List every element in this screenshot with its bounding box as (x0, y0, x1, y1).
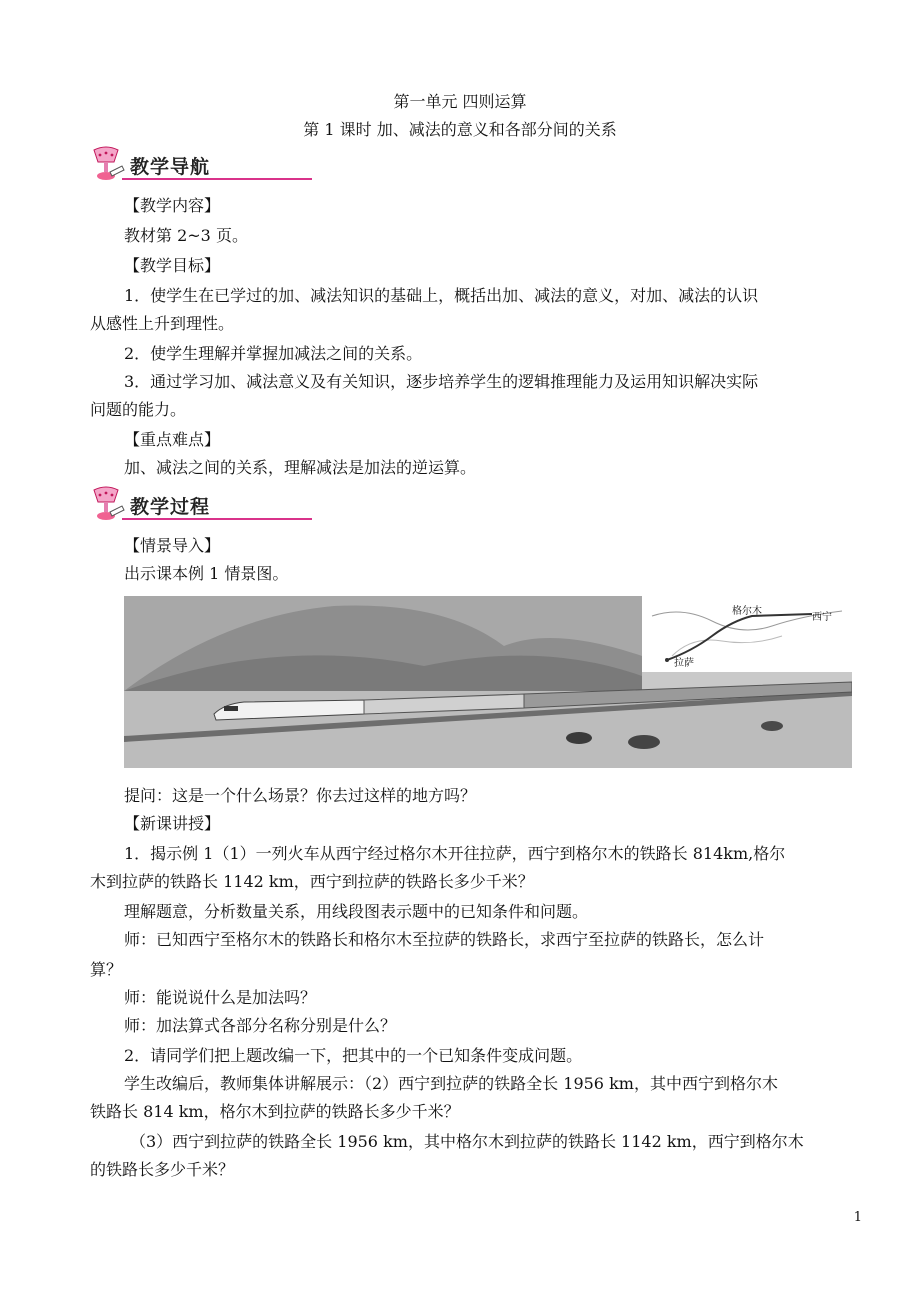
book-icon (110, 506, 124, 516)
key-text: 加、减法之间的关系，理解减法是加法的逆运算。 (124, 458, 477, 477)
banner-nav-label: 教学导航 (130, 156, 211, 178)
key-heading: 【重点难点】 (124, 430, 221, 449)
page-number: 1 (853, 1210, 862, 1225)
banner-process-label: 教学过程 (130, 496, 211, 518)
lesson-title: 第 1 课时 加、减法的意义和各部分间的关系 (303, 120, 617, 139)
goal-1-line-1: 1．使学生在已学过的加、减法知识的基础上，概括出加、减法的意义，对加、减法的认识 (124, 286, 759, 305)
teacher-1-line-2: 算？ (90, 960, 123, 979)
route-map (642, 596, 852, 672)
lamp-icon (86, 486, 126, 526)
teacher-1-line-1: 师：已知西宁至格尔木的铁路长和格尔木至拉萨的铁路长，求西宁至拉萨的铁路长，怎么计 (124, 930, 765, 949)
intro-heading: 【情景导入】 (124, 536, 221, 555)
intro-text: 出示课本例 1 情景图。 (124, 564, 289, 583)
content-heading: 【教学内容】 (124, 196, 221, 215)
new-heading: 【新课讲授】 (124, 814, 221, 833)
goal-3-line-2: 问题的能力。 (90, 400, 187, 419)
teacher-3: 师：加法算式各部分名称分别是什么？ (124, 1016, 397, 1035)
ex2-q2-line-2: 铁路长 814 km，格尔木到拉萨的铁路长多少千米？ (90, 1102, 460, 1121)
book-icon (110, 166, 124, 176)
section-banner-process (86, 486, 236, 526)
analyze: 理解题意，分析数量关系，用线段图表示题中的已知条件和问题。 (124, 902, 589, 921)
banner-rule (122, 178, 312, 180)
scene-illustration (124, 596, 852, 768)
lamp-icon (86, 146, 126, 186)
ex2: 2．请同学们把上题改编一下，把其中的一个已知条件变成问题。 (124, 1046, 583, 1065)
goal-1-line-2: 从感性上升到理性。 (90, 314, 235, 333)
map-label-lhasa: 拉萨 (674, 658, 694, 669)
content-text: 教材第 2~3 页。 (124, 226, 248, 245)
ex1-line-1: 1．揭示例 1（1）一列火车从西宁经过格尔木开往拉萨，西宁到格尔木的铁路长 814km,格尔 (124, 844, 786, 863)
map-label-golmud: 格尔木 (732, 606, 762, 617)
goal-2: 2．使学生理解并掌握加减法之间的关系。 (124, 344, 423, 363)
banner-rule (122, 518, 312, 520)
goals-heading: 【教学目标】 (124, 256, 221, 275)
unit-title: 第一单元 四则运算 (393, 92, 527, 111)
map-label-xining: 西宁 (812, 612, 832, 623)
ex2-q3-line-2: 的铁路长多少千米？ (90, 1160, 235, 1179)
ex2-q2-line-1: 学生改编后，教师集体讲解展示：（2）西宁到拉萨的铁路全长 1956 km，其中西宁到格尔木 (124, 1074, 778, 1093)
question: 提问：这是一个什么场景？你去过这样的地方吗？ (124, 786, 477, 805)
section-banner-nav (86, 146, 236, 186)
ex2-q3-line-1: （3）西宁到拉萨的铁路全长 1956 km，其中格尔木到拉萨的铁路长 1142 km，西宁到格尔木 (130, 1132, 804, 1151)
ex1-line-2: 木到拉萨的铁路长 1142 km，西宁到拉萨的铁路长多少千米？ (90, 872, 534, 891)
goal-3-line-1: 3．通过学习加、减法意义及有关知识，逐步培养学生的逻辑推理能力及运用知识解决实际 (124, 372, 759, 391)
teacher-2: 师：能说说什么是加法吗？ (124, 988, 317, 1007)
